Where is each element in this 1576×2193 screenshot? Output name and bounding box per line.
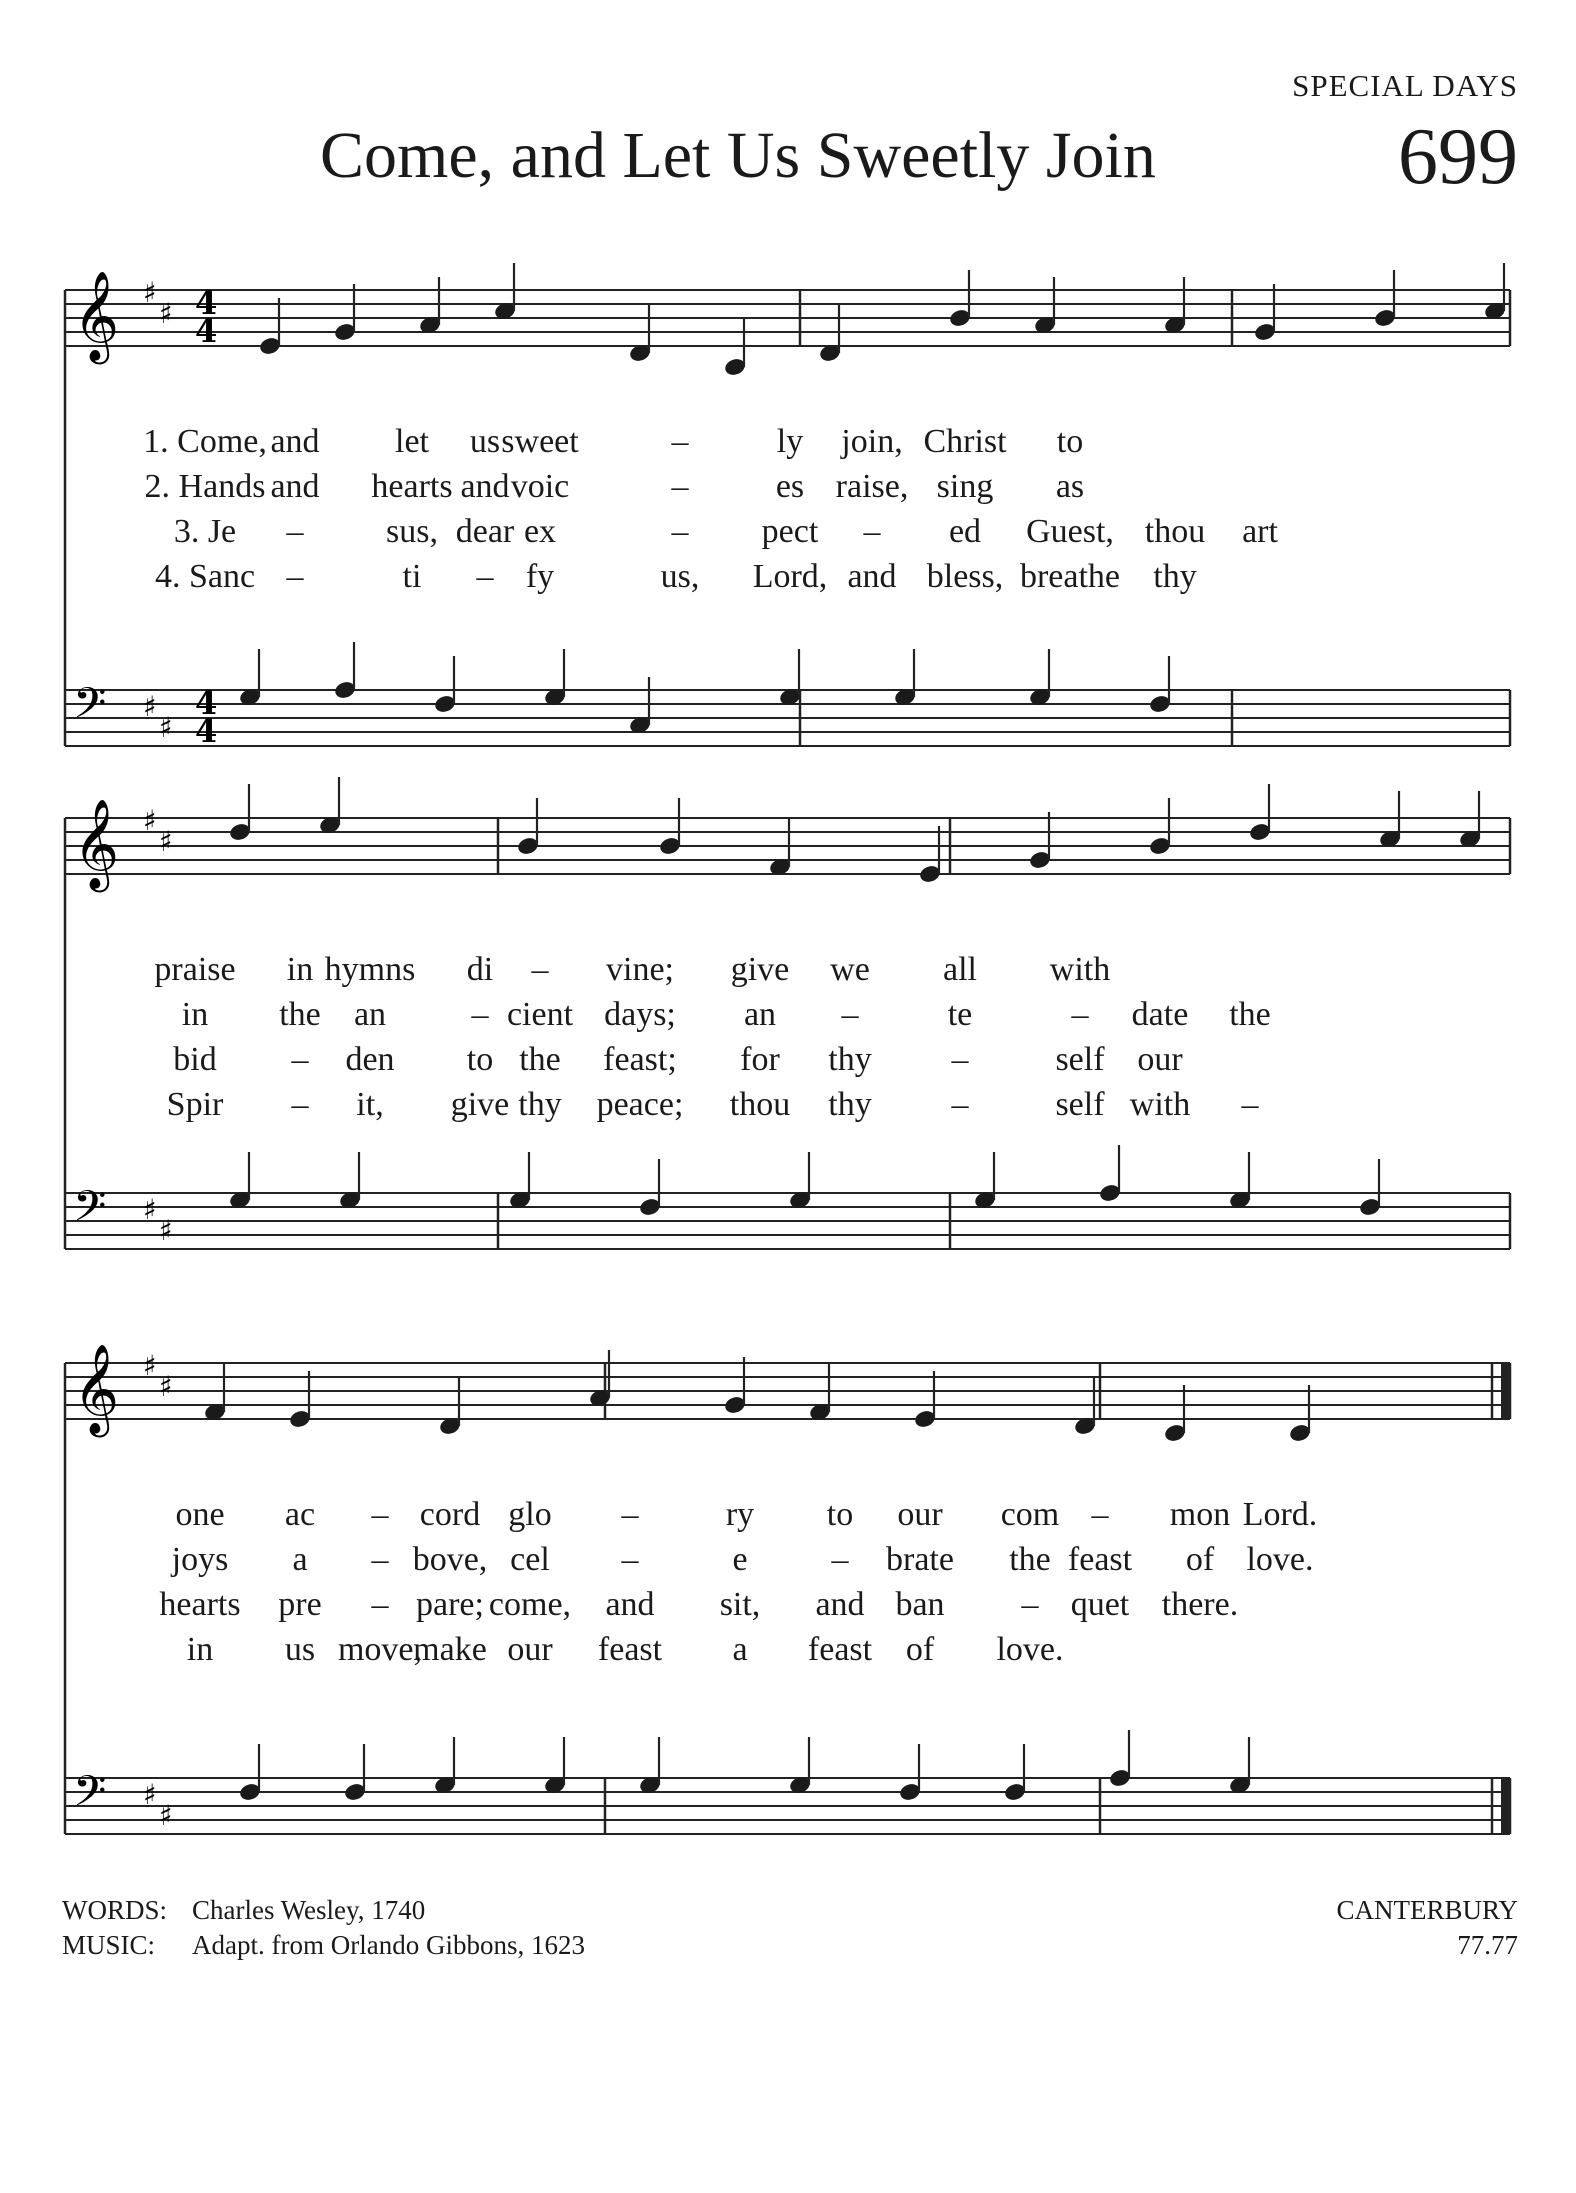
lyric-syllable: –: [671, 513, 689, 550]
words-label: WORDS:: [62, 1895, 168, 1925]
tune-info: [1336, 1893, 1518, 1963]
lyric-syllable: –: [863, 513, 881, 550]
lyric-syllable: praise: [154, 951, 236, 988]
lyric-syllable: join,: [841, 423, 903, 460]
lyric-syllable: let: [395, 423, 429, 460]
lyric-syllable: –: [1091, 1496, 1109, 1533]
lyric-syllable: sit,: [719, 1586, 761, 1623]
lyric-syllable: and: [460, 468, 510, 505]
lyric-syllable: –: [286, 558, 304, 595]
lyric-syllable: bless,: [926, 558, 1004, 595]
section-label: SPECIAL DAYS: [1292, 68, 1518, 103]
lyric-syllable: Christ: [923, 423, 1007, 460]
lyric-syllable: thou: [729, 1086, 791, 1123]
lyric-syllable: we: [830, 951, 870, 988]
sharp-icon: ♯: [159, 1370, 173, 1403]
lyric-syllable: –: [1021, 1586, 1039, 1623]
lyric-syllable: –: [671, 468, 689, 505]
lyric-syllable: all: [943, 951, 977, 988]
lyric-syllable: joys: [171, 1541, 229, 1578]
lyric-syllable: –: [371, 1541, 389, 1578]
credits: [62, 1893, 585, 1963]
lyric-syllable: –: [671, 423, 689, 460]
lyrics: [154, 951, 1270, 1123]
treble-clef-icon: 𝄞: [73, 271, 120, 361]
lyric-syllable: e: [732, 1541, 748, 1578]
lyric-syllable: cient: [506, 996, 574, 1033]
lyric-syllable: feast;: [603, 1041, 677, 1078]
lyric-syllable: feast: [807, 1631, 873, 1668]
treble-staff: [65, 1344, 1510, 1443]
lyric-syllable: pre: [278, 1586, 322, 1623]
lyric-syllable: pect: [761, 513, 819, 550]
sharp-icon: ♯: [143, 276, 157, 309]
lyric-syllable: raise,: [835, 468, 909, 505]
tune-name: CANTERBURY: [1336, 1895, 1518, 1925]
lyric-syllable: –: [1071, 996, 1089, 1033]
lyrics: [159, 1496, 1317, 1668]
lyric-syllable: Lord,: [752, 558, 828, 595]
lyric-syllable: to: [1056, 423, 1084, 460]
lyric-syllable: ac: [284, 1496, 316, 1533]
lyric-syllable: give: [730, 951, 790, 988]
lyric-syllable: love.: [996, 1631, 1064, 1668]
lyric-syllable: thy: [828, 1041, 872, 1078]
sharp-icon: ♯: [143, 804, 157, 837]
lyric-syllable: te: [947, 996, 973, 1033]
lyric-syllable: –: [371, 1586, 389, 1623]
lyric-syllable: and: [270, 468, 320, 505]
lyric-syllable: ban: [895, 1586, 945, 1623]
lyric-syllable: thou: [1144, 513, 1206, 550]
lyric-syllable: sing: [936, 468, 994, 505]
lyric-syllable: peace;: [596, 1086, 684, 1123]
music-system: [65, 777, 1510, 1249]
lyric-syllable: Lord.: [1242, 1496, 1318, 1533]
lyric-syllable: 3. Je: [173, 513, 237, 550]
lyric-syllable: –: [286, 513, 304, 550]
treble-clef-icon: 𝄞: [73, 1344, 120, 1434]
hymn-title: Come, and Let Us Sweetly Join: [320, 119, 1156, 192]
lyric-syllable: in: [286, 951, 314, 988]
lyric-syllable: an: [743, 996, 777, 1033]
lyric-syllable: com: [1000, 1496, 1060, 1533]
lyric-syllable: bove,: [412, 1541, 488, 1578]
lyric-syllable: 1. Come,: [143, 423, 267, 460]
lyric-syllable: and: [847, 558, 897, 595]
lyric-syllable: 4. Sanc: [154, 558, 256, 595]
lyric-syllable: –: [951, 1041, 969, 1078]
treble-staff: [65, 777, 1510, 893]
music-credit: Adapt. from Orlando Gibbons, 1623: [192, 1930, 585, 1960]
lyric-syllable: vine;: [606, 951, 674, 988]
lyric-syllable: ti: [402, 558, 422, 595]
lyric-syllable: –: [841, 996, 859, 1033]
lyric-syllable: –: [471, 996, 489, 1033]
lyric-syllable: –: [291, 1041, 309, 1078]
final-barline: [1501, 1778, 1510, 1834]
lyric-syllable: a: [732, 1631, 748, 1668]
sharp-icon: ♯: [159, 1799, 173, 1832]
bass-staff: [65, 1145, 1510, 1249]
sharp-icon: ♯: [159, 1214, 173, 1247]
lyric-syllable: a: [292, 1541, 308, 1578]
lyric-syllable: hymns: [324, 951, 416, 988]
lyric-syllable: there.: [1161, 1586, 1239, 1623]
lyric-syllable: an: [353, 996, 387, 1033]
lyric-syllable: Spir: [166, 1086, 224, 1123]
lyric-syllable: ex: [523, 513, 557, 550]
lyric-syllable: make: [413, 1631, 487, 1668]
lyric-syllable: art: [1242, 513, 1278, 550]
sharp-icon: ♯: [143, 690, 157, 723]
lyric-syllable: –: [476, 558, 494, 595]
bass-staff: [65, 1730, 1510, 1834]
lyric-syllable: for: [740, 1041, 780, 1078]
lyric-syllable: thy: [828, 1086, 872, 1123]
lyric-syllable: it,: [356, 1086, 384, 1123]
lyric-syllable: and: [605, 1586, 655, 1623]
lyric-syllable: our: [897, 1496, 943, 1533]
lyric-syllable: days;: [604, 996, 676, 1033]
lyric-syllable: hearts: [159, 1586, 241, 1623]
lyrics: [143, 423, 1278, 595]
lyric-syllable: us: [284, 1631, 316, 1668]
lyric-syllable: –: [951, 1086, 969, 1123]
lyric-syllable: ed: [948, 513, 982, 550]
lyric-syllable: sus,: [386, 513, 438, 550]
treble-clef-icon: 𝄞: [73, 799, 120, 889]
lyric-syllable: cord: [419, 1496, 481, 1533]
time-signature: 4: [195, 312, 218, 350]
bass-staff: [65, 642, 1510, 750]
time-signature: 4: [195, 712, 218, 750]
lyric-syllable: the: [1229, 996, 1271, 1033]
lyric-syllable: quet: [1070, 1586, 1130, 1623]
lyric-syllable: ry: [725, 1496, 755, 1533]
lyric-syllable: mon: [1169, 1496, 1231, 1533]
lyric-syllable: come,: [488, 1586, 572, 1623]
meter: 77.77: [1457, 1930, 1518, 1960]
lyric-syllable: of: [1185, 1541, 1215, 1578]
lyric-syllable: –: [621, 1496, 639, 1533]
lyric-syllable: es: [775, 468, 805, 505]
bass-clef-icon: 𝄢: [73, 1767, 107, 1827]
lyric-syllable: us: [469, 423, 501, 460]
time-signature: 4: [195, 684, 218, 722]
final-barline: [1501, 1363, 1510, 1419]
lyric-syllable: give: [450, 1086, 510, 1123]
lyric-syllable: breathe: [1019, 558, 1121, 595]
lyric-syllable: Guest,: [1026, 513, 1114, 550]
lyric-syllable: to: [466, 1041, 494, 1078]
lyric-syllable: our: [1137, 1041, 1183, 1078]
treble-staff: [65, 263, 1510, 377]
lyric-syllable: feast: [1067, 1541, 1133, 1578]
lyric-syllable: glo: [508, 1496, 552, 1533]
lyric-syllable: fy: [525, 558, 555, 595]
bass-clef-icon: 𝄢: [73, 1182, 107, 1242]
lyric-syllable: our: [507, 1631, 553, 1668]
music-system: [65, 263, 1510, 750]
sharp-icon: ♯: [159, 297, 173, 330]
words-credit: Charles Wesley, 1740: [192, 1895, 426, 1925]
lyric-syllable: 2. Hands: [144, 468, 266, 505]
lyric-syllable: –: [621, 1541, 639, 1578]
lyric-syllable: in: [181, 996, 209, 1033]
lyric-syllable: brate: [886, 1541, 954, 1578]
lyric-syllable: hearts: [371, 468, 453, 505]
lyric-syllable: love.: [1246, 1541, 1314, 1578]
lyric-syllable: dear: [455, 513, 515, 550]
lyric-syllable: cel: [510, 1541, 550, 1578]
lyric-syllable: bid: [173, 1041, 217, 1078]
time-signature: 4: [195, 284, 218, 322]
lyric-syllable: –: [531, 951, 549, 988]
sharp-icon: ♯: [159, 711, 173, 744]
lyric-syllable: thy: [518, 1086, 562, 1123]
music-system: [65, 1344, 1510, 1834]
lyric-syllable: –: [371, 1496, 389, 1533]
sharp-icon: ♯: [143, 1193, 157, 1226]
lyric-syllable: thy: [1153, 558, 1197, 595]
lyric-syllable: voic: [510, 468, 570, 505]
lyric-syllable: –: [1241, 1086, 1259, 1123]
lyric-syllable: di: [466, 951, 494, 988]
lyric-syllable: one: [175, 1496, 225, 1533]
lyric-syllable: feast: [597, 1631, 663, 1668]
lyric-syllable: self: [1055, 1086, 1105, 1123]
lyric-syllable: to: [826, 1496, 854, 1533]
sharp-icon: ♯: [159, 825, 173, 858]
lyric-syllable: den: [345, 1041, 395, 1078]
lyric-syllable: –: [291, 1086, 309, 1123]
bass-clef-icon: 𝄢: [73, 679, 107, 739]
lyric-syllable: in: [186, 1631, 214, 1668]
lyric-syllable: us,: [660, 558, 700, 595]
sharp-icon: ♯: [143, 1349, 157, 1382]
lyric-syllable: and: [270, 423, 320, 460]
hymn-number: 699: [1398, 113, 1518, 201]
lyric-syllable: of: [905, 1631, 935, 1668]
music-label: MUSIC:: [62, 1930, 156, 1960]
sharp-icon: ♯: [143, 1778, 157, 1811]
lyric-syllable: and: [815, 1586, 865, 1623]
lyric-syllable: the: [519, 1041, 561, 1078]
lyric-syllable: date: [1131, 996, 1189, 1033]
lyric-syllable: sweet: [501, 423, 579, 460]
lyric-syllable: pare;: [416, 1586, 484, 1623]
lyric-syllable: self: [1055, 1041, 1105, 1078]
lyric-syllable: with: [1129, 1086, 1191, 1123]
lyric-syllable: the: [279, 996, 321, 1033]
lyric-syllable: –: [831, 1541, 849, 1578]
lyric-syllable: with: [1049, 951, 1111, 988]
lyric-syllable: as: [1055, 468, 1085, 505]
lyric-syllable: the: [1009, 1541, 1051, 1578]
lyric-syllable: ly: [776, 423, 804, 460]
lyric-syllable: move,: [337, 1631, 423, 1668]
